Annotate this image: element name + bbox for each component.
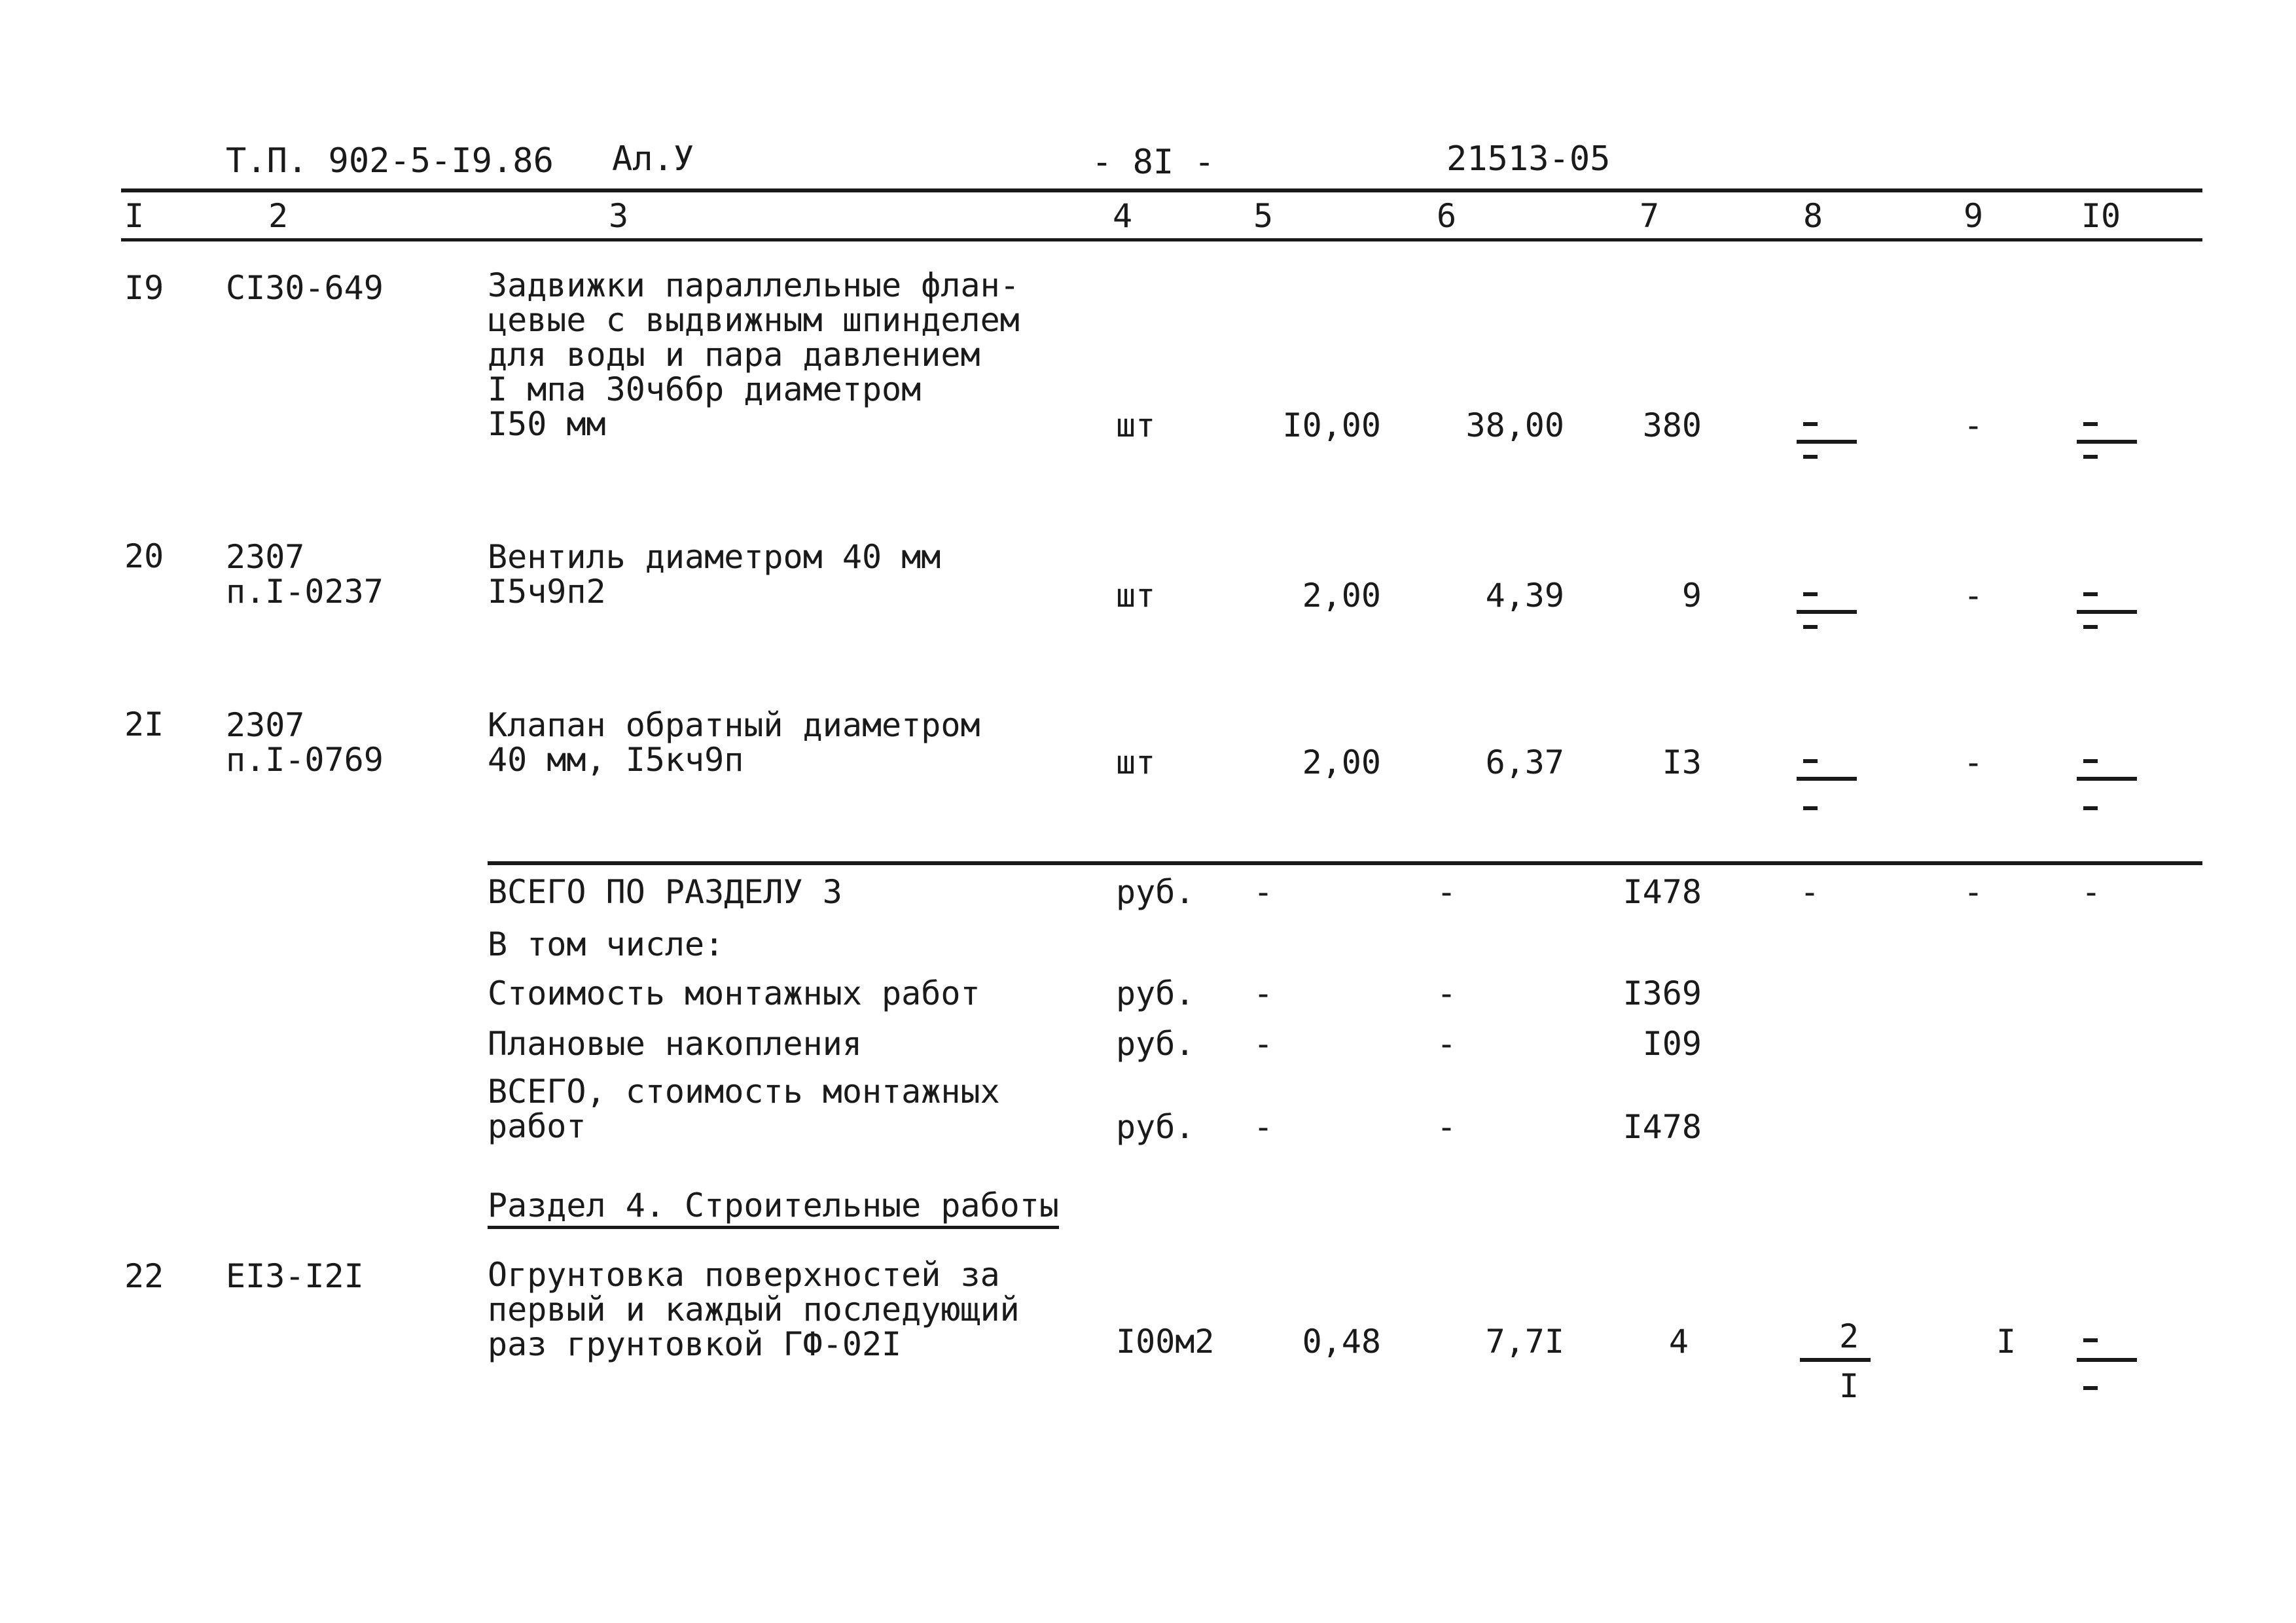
col10-dash-bottom bbox=[2083, 455, 2098, 459]
summary-col10: - bbox=[2081, 873, 2102, 911]
row-col9: - bbox=[1963, 406, 1984, 444]
col10-fraction-bar bbox=[2077, 1358, 2137, 1362]
summary-label: Стоимость монтажных работ bbox=[488, 974, 980, 1012]
summary-total: I09 bbox=[1642, 1025, 1702, 1063]
col8-dash-top bbox=[1803, 422, 1818, 426]
summary-label: ВСЕГО, стоимость монтажных работ bbox=[488, 1073, 1000, 1145]
col8-fraction-bar bbox=[1797, 440, 1857, 444]
col8-fraction-bar bbox=[1800, 1358, 1871, 1362]
col10-fraction-bar bbox=[2077, 777, 2137, 781]
row-price: 7,7I bbox=[1485, 1323, 1564, 1361]
album-label: Ал.У bbox=[612, 139, 694, 179]
header-rule-bottom bbox=[121, 238, 2202, 241]
summary-col6: - bbox=[1436, 1108, 1457, 1146]
row-unit: шт bbox=[1116, 577, 1156, 615]
summary-label: ВСЕГО ПО РАЗДЕЛУ 3 bbox=[488, 873, 842, 911]
col8-fraction-bar bbox=[1797, 777, 1857, 781]
col-num-1: I bbox=[124, 197, 145, 235]
summary-col9: - bbox=[1963, 873, 1984, 911]
row-code: 2307 п.I-0237 bbox=[226, 538, 384, 611]
col-num-8: 8 bbox=[1803, 197, 1823, 235]
col-num-2: 2 bbox=[268, 197, 289, 235]
row-number: I9 bbox=[124, 269, 164, 307]
col10-dash-top bbox=[2083, 1338, 2098, 1342]
row-unit: шт bbox=[1116, 743, 1156, 781]
row-code: CI30-649 bbox=[226, 269, 384, 307]
row-col9: I bbox=[1996, 1323, 2017, 1361]
col-num-3: 3 bbox=[608, 197, 629, 235]
row-unit: I00м2 bbox=[1116, 1323, 1215, 1361]
row-price: 4,39 bbox=[1485, 577, 1564, 615]
col10-dash-top bbox=[2083, 759, 2098, 763]
summary-col6: - bbox=[1436, 873, 1457, 911]
summary-col5: - bbox=[1253, 1025, 1274, 1063]
col-num-5: 5 bbox=[1253, 197, 1274, 235]
col8-dash-top bbox=[1803, 759, 1818, 763]
summary-col6: - bbox=[1436, 1025, 1457, 1063]
header-rule-top bbox=[121, 188, 2202, 192]
summary-unit: руб. bbox=[1116, 974, 1195, 1012]
doc-code: Т.П. 902-5-I9.86 bbox=[226, 141, 554, 181]
reference-number: 21513-05 bbox=[1446, 139, 1611, 179]
col8-numerator: 2 bbox=[1839, 1317, 1859, 1355]
col8-dash-bottom bbox=[1803, 455, 1818, 459]
col10-dash-top bbox=[2083, 422, 2098, 426]
col10-fraction-bar bbox=[2077, 610, 2137, 614]
row-col9: - bbox=[1963, 577, 1984, 615]
col10-dash-bottom bbox=[2083, 625, 2098, 629]
section-total-rule bbox=[488, 861, 2202, 865]
col-num-4: 4 bbox=[1112, 197, 1133, 235]
row-number: 2I bbox=[124, 705, 164, 743]
summary-unit: руб. bbox=[1116, 1108, 1195, 1146]
row-quantity: I0,00 bbox=[1282, 406, 1381, 444]
row-number: 22 bbox=[124, 1257, 164, 1295]
summary-unit: руб. bbox=[1116, 1025, 1195, 1063]
row-name: Вентиль диаметром 40 мм I5ч9п2 bbox=[488, 538, 941, 611]
col8-dash-bottom bbox=[1803, 806, 1818, 810]
col-num-9: 9 bbox=[1963, 197, 1984, 235]
row-number: 20 bbox=[124, 537, 164, 575]
section-4-title: Раздел 4. Строительные работы bbox=[488, 1189, 1059, 1229]
row-col9: - bbox=[1963, 743, 1984, 781]
summary-label: В том числе: bbox=[488, 925, 725, 963]
row-total: 9 bbox=[1681, 577, 1702, 615]
row-total: 4 bbox=[1668, 1323, 1689, 1361]
row-name: Огрунтовка поверхностей за первый и каждый последующий раз грунтовкой ГФ-02I bbox=[488, 1256, 1020, 1363]
col10-dash-top bbox=[2083, 592, 2098, 596]
summary-col6: - bbox=[1436, 974, 1457, 1012]
summary-total: I478 bbox=[1623, 873, 1702, 911]
summary-col5: - bbox=[1253, 1108, 1274, 1146]
row-name: Задвижки параллельные флан- цевые с выдвижным шпинделем для воды и пара давлением I мпа 30ч6бр диаметром I50 мм bbox=[488, 266, 1020, 443]
summary-col5: - bbox=[1253, 873, 1274, 911]
col8-dash-top bbox=[1803, 592, 1818, 596]
col8-denominator: I bbox=[1839, 1367, 1859, 1405]
row-total: I3 bbox=[1662, 743, 1702, 781]
row-code: 2307 п.I-0769 bbox=[226, 706, 384, 779]
page-number: - 8I - bbox=[1092, 143, 1215, 182]
summary-total: I478 bbox=[1623, 1108, 1702, 1146]
row-quantity: 2,00 bbox=[1302, 743, 1381, 781]
row-quantity: 0,48 bbox=[1302, 1323, 1381, 1361]
col10-dash-bottom bbox=[2083, 1386, 2098, 1390]
row-price: 38,00 bbox=[1465, 406, 1564, 444]
col8-fraction-bar bbox=[1797, 610, 1857, 614]
summary-unit: руб. bbox=[1116, 873, 1195, 911]
col10-dash-bottom bbox=[2083, 806, 2098, 810]
col-num-7: 7 bbox=[1639, 197, 1660, 235]
row-unit: шт bbox=[1116, 406, 1156, 444]
summary-col8: - bbox=[1799, 873, 1820, 911]
row-total: 380 bbox=[1642, 406, 1702, 444]
summary-label: Плановые накопления bbox=[488, 1025, 862, 1063]
row-code: EI3-I2I bbox=[226, 1257, 364, 1295]
row-name: Клапан обратный диаметром 40 мм, I5кч9п bbox=[488, 706, 980, 779]
row-price: 6,37 bbox=[1485, 743, 1564, 781]
col-num-6: 6 bbox=[1436, 197, 1457, 235]
col10-fraction-bar bbox=[2077, 440, 2137, 444]
col8-dash-bottom bbox=[1803, 625, 1818, 629]
col-num-10: I0 bbox=[2081, 197, 2121, 235]
summary-col5: - bbox=[1253, 974, 1274, 1012]
summary-total: I369 bbox=[1623, 974, 1702, 1012]
row-quantity: 2,00 bbox=[1302, 577, 1381, 615]
